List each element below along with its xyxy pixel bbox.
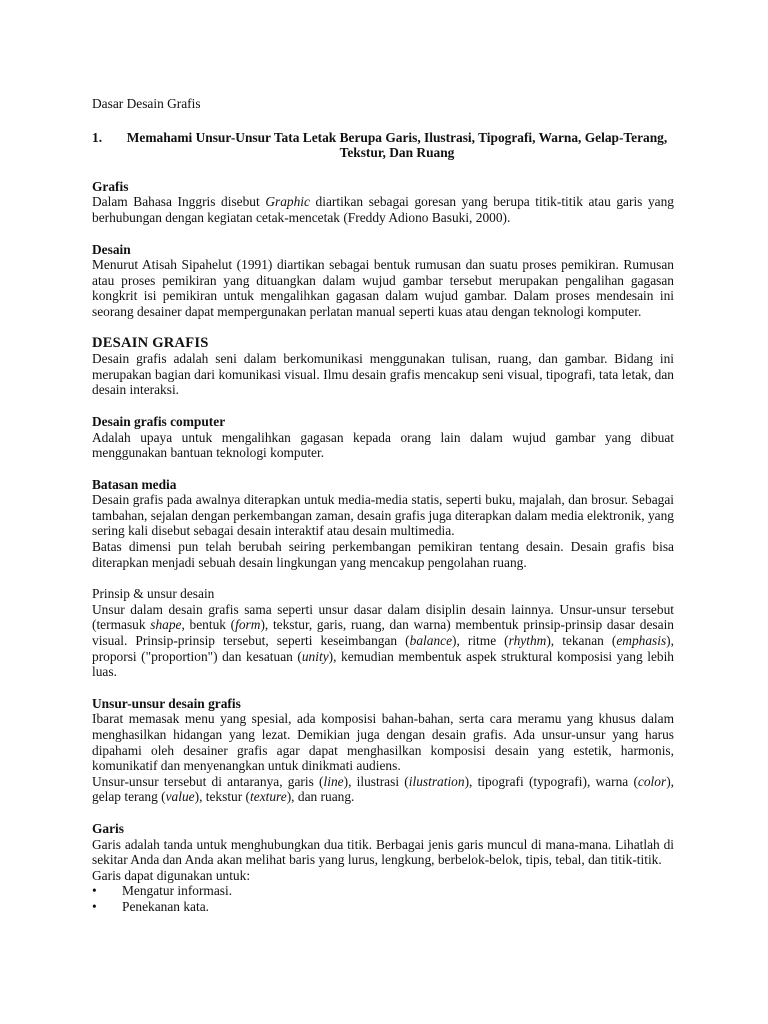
text-run: ), tekanan ( bbox=[546, 633, 617, 649]
italic-term: Graphic bbox=[265, 194, 310, 210]
list-item bbox=[92, 899, 674, 915]
garis-section bbox=[92, 821, 674, 915]
italic-term: color bbox=[637, 773, 667, 789]
grafis-heading: Grafis bbox=[92, 178, 129, 194]
text-run: ), tipografi (typografi), warna ( bbox=[464, 773, 638, 789]
text-run: Unsur dalam desain grafis sama seperti unsur dasar dalam disiplin desain lainnya. Unsur-unsur tersebut (termasuk bbox=[92, 601, 674, 633]
bullet-icon: • bbox=[92, 883, 97, 899]
desain-grafis-heading: DESAIN GRAFIS bbox=[92, 334, 209, 351]
garis-heading: Garis bbox=[92, 820, 124, 836]
italic-term: rhythm bbox=[508, 633, 547, 649]
text-run: Dalam Bahasa Inggris disebut bbox=[92, 194, 266, 210]
text-run: ), tekstur ( bbox=[194, 789, 251, 805]
desain-grafis-computer-heading: Desain grafis computer bbox=[92, 413, 226, 429]
italic-term: ilustration bbox=[408, 773, 465, 789]
prinsip-heading: Prinsip & unsur desain bbox=[92, 586, 215, 602]
batasan-media-heading: Batasan media bbox=[92, 476, 177, 492]
italic-term: line bbox=[323, 773, 344, 789]
text-run: ), proporsi ("proportion") dan kesatuan ( bbox=[92, 633, 674, 664]
document-title: Dasar Desain Grafis bbox=[92, 96, 201, 111]
italic-term: unity bbox=[301, 648, 329, 664]
unsur-unsur-paragraph-1: Ibarat memasak menu yang spesial, ada komposisi bahan-bahan, serta cara meramu yang khusus dalam menghasilkan hidangan yang lezat. Demikian juga dengan desain grafis. Ada unsur-unsur yang harus dipahami oleh desainer grafis agar dapat menghasilkan komposisi desain yang estetik, harmonis, komunikatif dan menyenangkan untuk dinikmati audiens. bbox=[92, 711, 674, 774]
text-run: diartikan sebagai goresan yang berupa titik-titik atau garis yang berhubungan dengan kegiatan cetak-mencetak (Freddy Adiono Basuki, 2000). bbox=[92, 194, 675, 225]
italic-term: balance bbox=[409, 633, 453, 649]
prinsip-section bbox=[92, 586, 674, 680]
garis-bullet-list bbox=[92, 883, 674, 914]
italic-term: emphasis bbox=[616, 633, 667, 649]
italic-term: form bbox=[235, 617, 261, 633]
list-item bbox=[92, 883, 674, 899]
italic-term: texture bbox=[250, 789, 287, 805]
unsur-unsur-paragraph-2 bbox=[92, 774, 674, 805]
text-run: , bentuk ( bbox=[181, 617, 236, 633]
grafis-section bbox=[92, 179, 674, 226]
italic-term: shape bbox=[150, 617, 182, 633]
section-title: Memahami Unsur-Unsur Tata Letak Berupa Garis, Ilustrasi, Tipografi, Warna, Gelap-Terang, Tekstur, Dan Ruang bbox=[126, 129, 668, 161]
text-run: Unsur-unsur tersebut di antaranya, garis ( bbox=[92, 773, 324, 789]
list-item-text: Mengatur informasi. bbox=[122, 883, 233, 899]
bullet-icon: • bbox=[92, 898, 97, 914]
batasan-media-paragraph-2: Batas dimensi pun telah berubah seiring perkembangan pemikiran tentang desain. Desain grafis bisa diterapkan menjadi sebuah desain lingkungan yang mencakup pengolahan ruang. bbox=[92, 539, 674, 570]
batasan-media-section bbox=[92, 477, 674, 571]
desain-paragraph: Menurut Atisah Sipahelut (1991) diartikan sebagai bentuk rumusan dan suatu proses pemikiran. Rumusan atau proses pemikiran yang dituangkan dalam wujud gambar tersebut merupakan pengalihan gagasan kongkrit isi pemikiran untuk mengalihkan gagasan dalam wujud gambar. Dalam proses mendesain ini seorang desainer dapat mempergunakan perlatan manual seperti kuas atau dengan teknologi komputer. bbox=[92, 257, 674, 319]
desain-grafis-computer-paragraph: Adalah upaya untuk mengalihkan gagasan kepada orang lain dalam wujud gambar yang dibuat menggunakan bantuan teknologi komputer. bbox=[92, 429, 674, 461]
grafis-paragraph bbox=[92, 194, 674, 225]
garis-paragraph-2: Garis dapat digunakan untuk: bbox=[92, 867, 251, 883]
text-run: ), ilustrasi ( bbox=[343, 773, 409, 789]
batasan-media-paragraph-1: Desain grafis pada awalnya diterapkan untuk media-media statis, seperti buku, majalah, dan brosur. Sebagai tambahan, sejalan dengan perkembangan zaman, desain grafis juga diterapkan dalam media elektronik, yang sering kali disebut sebagai desain interaktif atau desain multimedia. bbox=[92, 492, 674, 539]
prinsip-paragraph bbox=[92, 602, 674, 680]
section-number: 1. bbox=[92, 129, 103, 145]
desain-heading: Desain bbox=[92, 241, 131, 257]
desain-grafis-section bbox=[92, 336, 674, 398]
garis-paragraph-1: Garis adalah tanda untuk menghubungkan dua titik. Berbagai jenis garis muncul di mana-mana. Lihatlah di sekitar Anda dan Anda akan melihat baris yang lurus, lengkung, berbelok-belok, tipis, tebal, dan titik-titik. bbox=[92, 836, 674, 868]
desain-grafis-paragraph: Desain grafis adalah seni dalam berkomunikasi menggunakan tulisan, ruang, dan gambar. Bidang ini merupakan bagian dari komunikasi visual. Ilmu desain grafis mencakup seni visual, tipografi, tata letak, dan desain interaksi. bbox=[92, 351, 674, 398]
desain-section bbox=[92, 242, 674, 320]
unsur-unsur-heading: Unsur-unsur desain grafis bbox=[92, 695, 241, 711]
text-run: ), gelap terang ( bbox=[92, 773, 674, 805]
text-run: ), kemudian membentuk aspek struktural komposisi yang lebih luas. bbox=[92, 648, 674, 680]
list-item-text: Penekanan kata. bbox=[122, 898, 209, 914]
text-run: ), tekstur, garis, ruang, dan warna) membentuk prinsip-prinsip dasar desain visual. Prinsip-prinsip tersebut, seperti keseimbangan ( bbox=[92, 617, 675, 649]
italic-term: value bbox=[165, 789, 195, 805]
section-heading bbox=[92, 130, 674, 161]
desain-grafis-computer-section bbox=[92, 414, 674, 461]
unsur-unsur-section bbox=[92, 696, 674, 805]
text-run: ), dan ruang. bbox=[286, 789, 355, 805]
text-run: ), ritme ( bbox=[452, 633, 509, 649]
